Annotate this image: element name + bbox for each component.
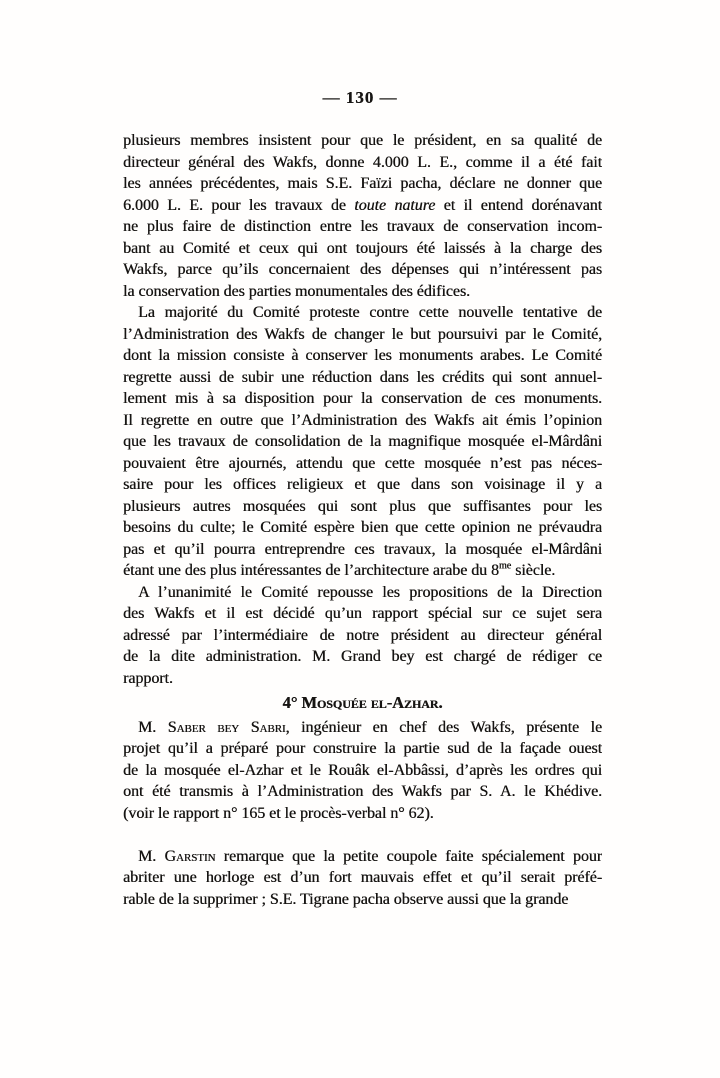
text-line <box>123 496 602 518</box>
text-block <box>123 130 602 910</box>
text-segment: pouvaient être ajournés, attendu que cette mosquée n’est pas néces- <box>123 454 602 472</box>
text-line <box>123 646 602 668</box>
text-segment: lement mis à sa disposition pour la conservation de ces monuments. <box>123 390 602 407</box>
page-number: — 130 — <box>322 88 398 107</box>
text-segment: et il entend dorénavant <box>435 196 602 214</box>
paragraph <box>123 582 602 690</box>
text-segment: directeur général des Wakfs, donne 4.000 L. E., comme il a été fait <box>123 153 602 171</box>
text-segment: besoins du culte; le Comité espère bien que cette opinion ne prévaudra <box>123 519 602 536</box>
text-segment: A l’unanimité le Comité repousse les propositions de la Direction <box>138 583 602 601</box>
paragraph <box>123 846 602 911</box>
text-line <box>123 781 602 803</box>
text-line <box>123 692 602 714</box>
text-line <box>123 173 602 195</box>
text-line <box>123 216 602 238</box>
text-line <box>123 453 602 475</box>
text-segment: ne plus faire de distinction entre les travaux de conservation incom- <box>123 218 602 235</box>
text-segment: (voir le rapport n° 165 et le procès-verbal n° 62). <box>123 804 434 822</box>
text-line <box>123 846 602 868</box>
text-segment: adressé par l’intermédiaire de notre président au directeur général <box>123 626 602 644</box>
text-segment-sc: Garstin <box>164 847 216 865</box>
text-line <box>123 410 602 432</box>
text-line <box>123 474 602 496</box>
text-segment: pas et qu’il pourra entreprendre ces travaux, la mosquée el-Mârdâni <box>123 540 602 558</box>
paragraph <box>123 717 602 825</box>
text-line <box>123 517 602 539</box>
text-line <box>123 717 602 739</box>
text-line <box>123 281 602 303</box>
text-line <box>123 738 602 760</box>
text-segment: La majorité du Comité proteste contre cette nouvelle tentative de <box>138 304 602 321</box>
text-segment-sup: me <box>498 560 512 572</box>
text-line <box>123 668 602 690</box>
text-segment: les années précédentes, mais S.E. Faïzi pacha, déclare ne donner que <box>123 175 602 192</box>
text-segment: que les travaux de consolidation de la magnifique mosquée el-Mârdâni <box>123 433 602 450</box>
text-segment: plusieurs autres mosquées qui sont plus que suffisantes pour les <box>123 497 602 515</box>
text-segment: de la mosquée el-Azhar et le Rouâk el-Abbâssi, d’après les ordres qui <box>123 761 602 779</box>
text-line <box>123 889 602 911</box>
text-line <box>123 238 602 260</box>
text-segment: saire pour les offices religieux et que dans son voisinage il y a <box>123 476 602 493</box>
text-line <box>123 760 602 782</box>
text-line <box>123 367 602 389</box>
text-segment: 6.000 L. E. pour les travaux de <box>123 196 355 214</box>
text-line <box>123 388 602 410</box>
paragraph <box>123 130 602 302</box>
text-line <box>123 302 602 324</box>
text-segment-sc: Saber bey Sabri <box>167 718 286 736</box>
text-segment: des Wakfs et il est décidé qu’un rapport spécial sur ce sujet sera <box>123 605 602 622</box>
text-segment: , ingénieur en chef des Wakfs, présente le <box>285 718 602 736</box>
text-line <box>123 152 602 174</box>
text-segment-i: toute nature <box>354 196 436 214</box>
text-segment: la conservation des parties monumentales des édifices. <box>123 282 470 300</box>
text-segment: bant au Comité et ceux qui ont toujours été laissés à la charge des <box>123 239 602 257</box>
text-segment: rable de la supprimer ; S.E. Tigrane pacha observe aussi que la grande <box>123 890 569 908</box>
text-segment: l’Administration des Wakfs de changer le but poursuivi par le Comité, <box>123 325 602 343</box>
text-line <box>123 259 602 281</box>
text-line <box>123 324 602 346</box>
text-line <box>123 603 602 625</box>
text-line <box>123 867 602 889</box>
text-line <box>123 625 602 647</box>
text-segment: abriter une horloge est d’un fort mauvais effet et qu’il serait préfé- <box>123 869 602 886</box>
text-segment: regrette aussi de subir une réduction dans les crédits qui sont annuel- <box>123 368 602 386</box>
text-line <box>123 130 602 152</box>
text-segment: de la dite administration. M. Grand bey est chargé de rédiger ce <box>123 648 602 665</box>
text-line <box>123 431 602 453</box>
text-segment: plusieurs membres insistent pour que le président, en sa qualité de <box>123 132 602 149</box>
text-segment: Il regrette en outre que l’Administration des Wakfs ait émis l’opinion <box>123 411 602 429</box>
text-segment: rapport. <box>123 669 173 687</box>
text-line <box>123 560 602 582</box>
text-segment: siècle. <box>511 562 556 579</box>
text-segment-sc: Mosquée el-Azhar. <box>301 693 443 712</box>
section-heading <box>123 692 602 714</box>
text-segment: remarque que la petite coupole faite spécialement pour <box>215 847 602 865</box>
text-segment: Wakfs, parce qu’ils concernaient des dépenses qui n’intéressent pas <box>123 261 602 278</box>
text-segment: M. <box>138 718 168 736</box>
text-segment: ont été transmis à l’Administration des Wakfs par S. A. le Khédive. <box>123 783 602 800</box>
text-line <box>123 345 602 367</box>
text-line <box>123 539 602 561</box>
paragraph <box>123 302 602 582</box>
text-line <box>123 803 602 825</box>
text-segment: 4° <box>282 693 302 712</box>
text-segment: étant une des plus intéressantes de l’architecture arabe du 8 <box>123 562 499 579</box>
text-segment: M. <box>138 847 165 865</box>
text-segment: dont la mission consiste à conserver les monuments arabes. Le Comité <box>123 347 602 364</box>
text-segment: projet qu’il a préparé pour construire la partie sud de la façade ouest <box>123 740 602 757</box>
text-line <box>123 195 602 217</box>
text-line <box>123 582 602 604</box>
